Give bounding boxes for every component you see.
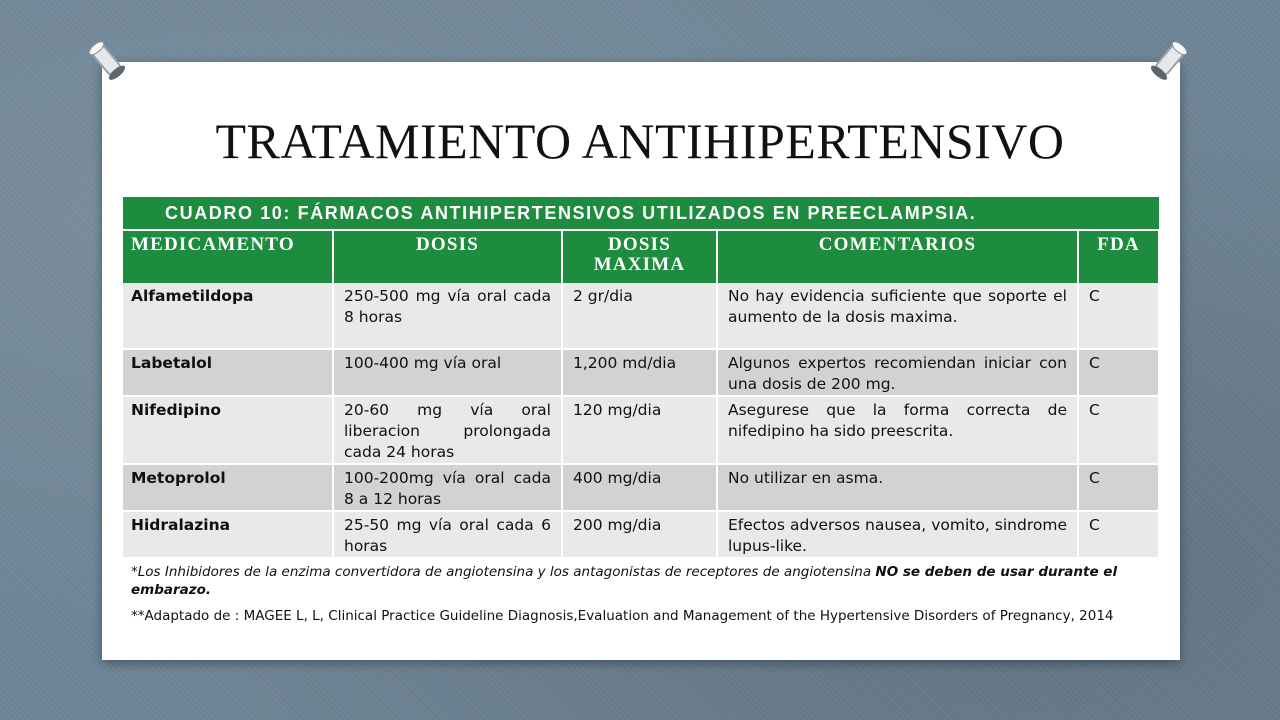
slide-title: TRATAMIENTO ANTIHIPERTENSIVO bbox=[215, 113, 1065, 169]
header-dosis-maxima-line2: MAXIMA bbox=[593, 254, 686, 275]
footnote-ieca-warning: NO se deben de usar durante el embarazo. bbox=[131, 564, 1118, 598]
table-row bbox=[123, 396, 1159, 464]
header-dosis: DOSIS bbox=[333, 231, 562, 283]
cell-dosis-maxima: 200 mg/dia bbox=[562, 511, 717, 558]
pushpin-icon bbox=[82, 36, 134, 88]
header-medicamento: MEDICAMENTO bbox=[123, 231, 333, 283]
cell-dosis: 25-50 mg vía oral cada 6 horas bbox=[333, 511, 562, 558]
footnote-ieca bbox=[131, 563, 1151, 599]
table-row bbox=[123, 283, 1159, 349]
cell-dosis: 100-200mg vía oral cada 8 a 12 horas bbox=[333, 464, 562, 511]
header-dosis-maxima-line1: DOSIS bbox=[607, 234, 672, 255]
cell-dosis: 250-500 mg vía oral cada 8 horas bbox=[333, 283, 562, 349]
cell-comentarios: Efectos adversos nausea, vomito, sindrome lupus-like. bbox=[717, 511, 1078, 558]
header-dosis-maxima bbox=[562, 231, 717, 283]
table-header-row bbox=[123, 231, 1159, 283]
cell-dosis: 20-60 mg vía oral liberacion prolongada cada 24 horas bbox=[333, 396, 562, 464]
cell-dosis-maxima: 400 mg/dia bbox=[562, 464, 717, 511]
cell-comentarios: No utilizar en asma. bbox=[717, 464, 1078, 511]
footnote-source: **Adaptado de : MAGEE L, L, Clinical Practice Guideline Diagnosis,Evaluation and Management of the Hypertensive Disorders of Pregnancy, 2014 bbox=[131, 608, 1114, 624]
header-comentarios: COMENTARIOS bbox=[717, 231, 1078, 283]
table-row bbox=[123, 464, 1159, 511]
cell-medicamento: Labetalol bbox=[123, 349, 333, 396]
cell-medicamento: Metoprolol bbox=[123, 464, 333, 511]
cell-dosis-maxima: 120 mg/dia bbox=[562, 396, 717, 464]
cell-fda: C bbox=[1078, 349, 1159, 396]
cell-fda: C bbox=[1078, 396, 1159, 464]
cell-fda: C bbox=[1078, 283, 1159, 349]
cell-fda: C bbox=[1078, 511, 1159, 558]
cell-dosis: 100-400 mg vía oral bbox=[333, 349, 562, 396]
cell-medicamento: Nifedipino bbox=[123, 396, 333, 464]
pushpin-icon bbox=[1142, 36, 1194, 88]
cell-comentarios: Asegurese que la forma correcta de nifedipino ha sido preescrita. bbox=[717, 396, 1078, 464]
cell-medicamento: Alfametildopa bbox=[123, 283, 333, 349]
cell-dosis-maxima: 2 gr/dia bbox=[562, 283, 717, 349]
table-row bbox=[123, 349, 1159, 396]
drug-table-figure bbox=[123, 197, 1159, 631]
cell-comentarios: Algunos expertos recomiendan iniciar con una dosis de 200 mg. bbox=[717, 349, 1078, 396]
cell-medicamento: Hidralazina bbox=[123, 511, 333, 558]
header-fda: FDA bbox=[1078, 231, 1159, 283]
table-footnotes bbox=[123, 559, 1159, 625]
cell-fda: C bbox=[1078, 464, 1159, 511]
table-row bbox=[123, 511, 1159, 558]
footnote-ieca-text: *Los Inhibidores de la enzima convertidora de angiotensina y los antagonistas de receptores de angiotensina bbox=[131, 564, 876, 580]
drug-table bbox=[123, 231, 1160, 559]
cell-dosis-maxima: 1,200 md/dia bbox=[562, 349, 717, 396]
table-caption: CUADRO 10: FÁRMACOS ANTIHIPERTENSIVOS UTILIZADOS EN PREECLAMPSIA. bbox=[123, 197, 1159, 231]
cell-comentarios: No hay evidencia suficiente que soporte el aumento de la dosis maxima. bbox=[717, 283, 1078, 349]
